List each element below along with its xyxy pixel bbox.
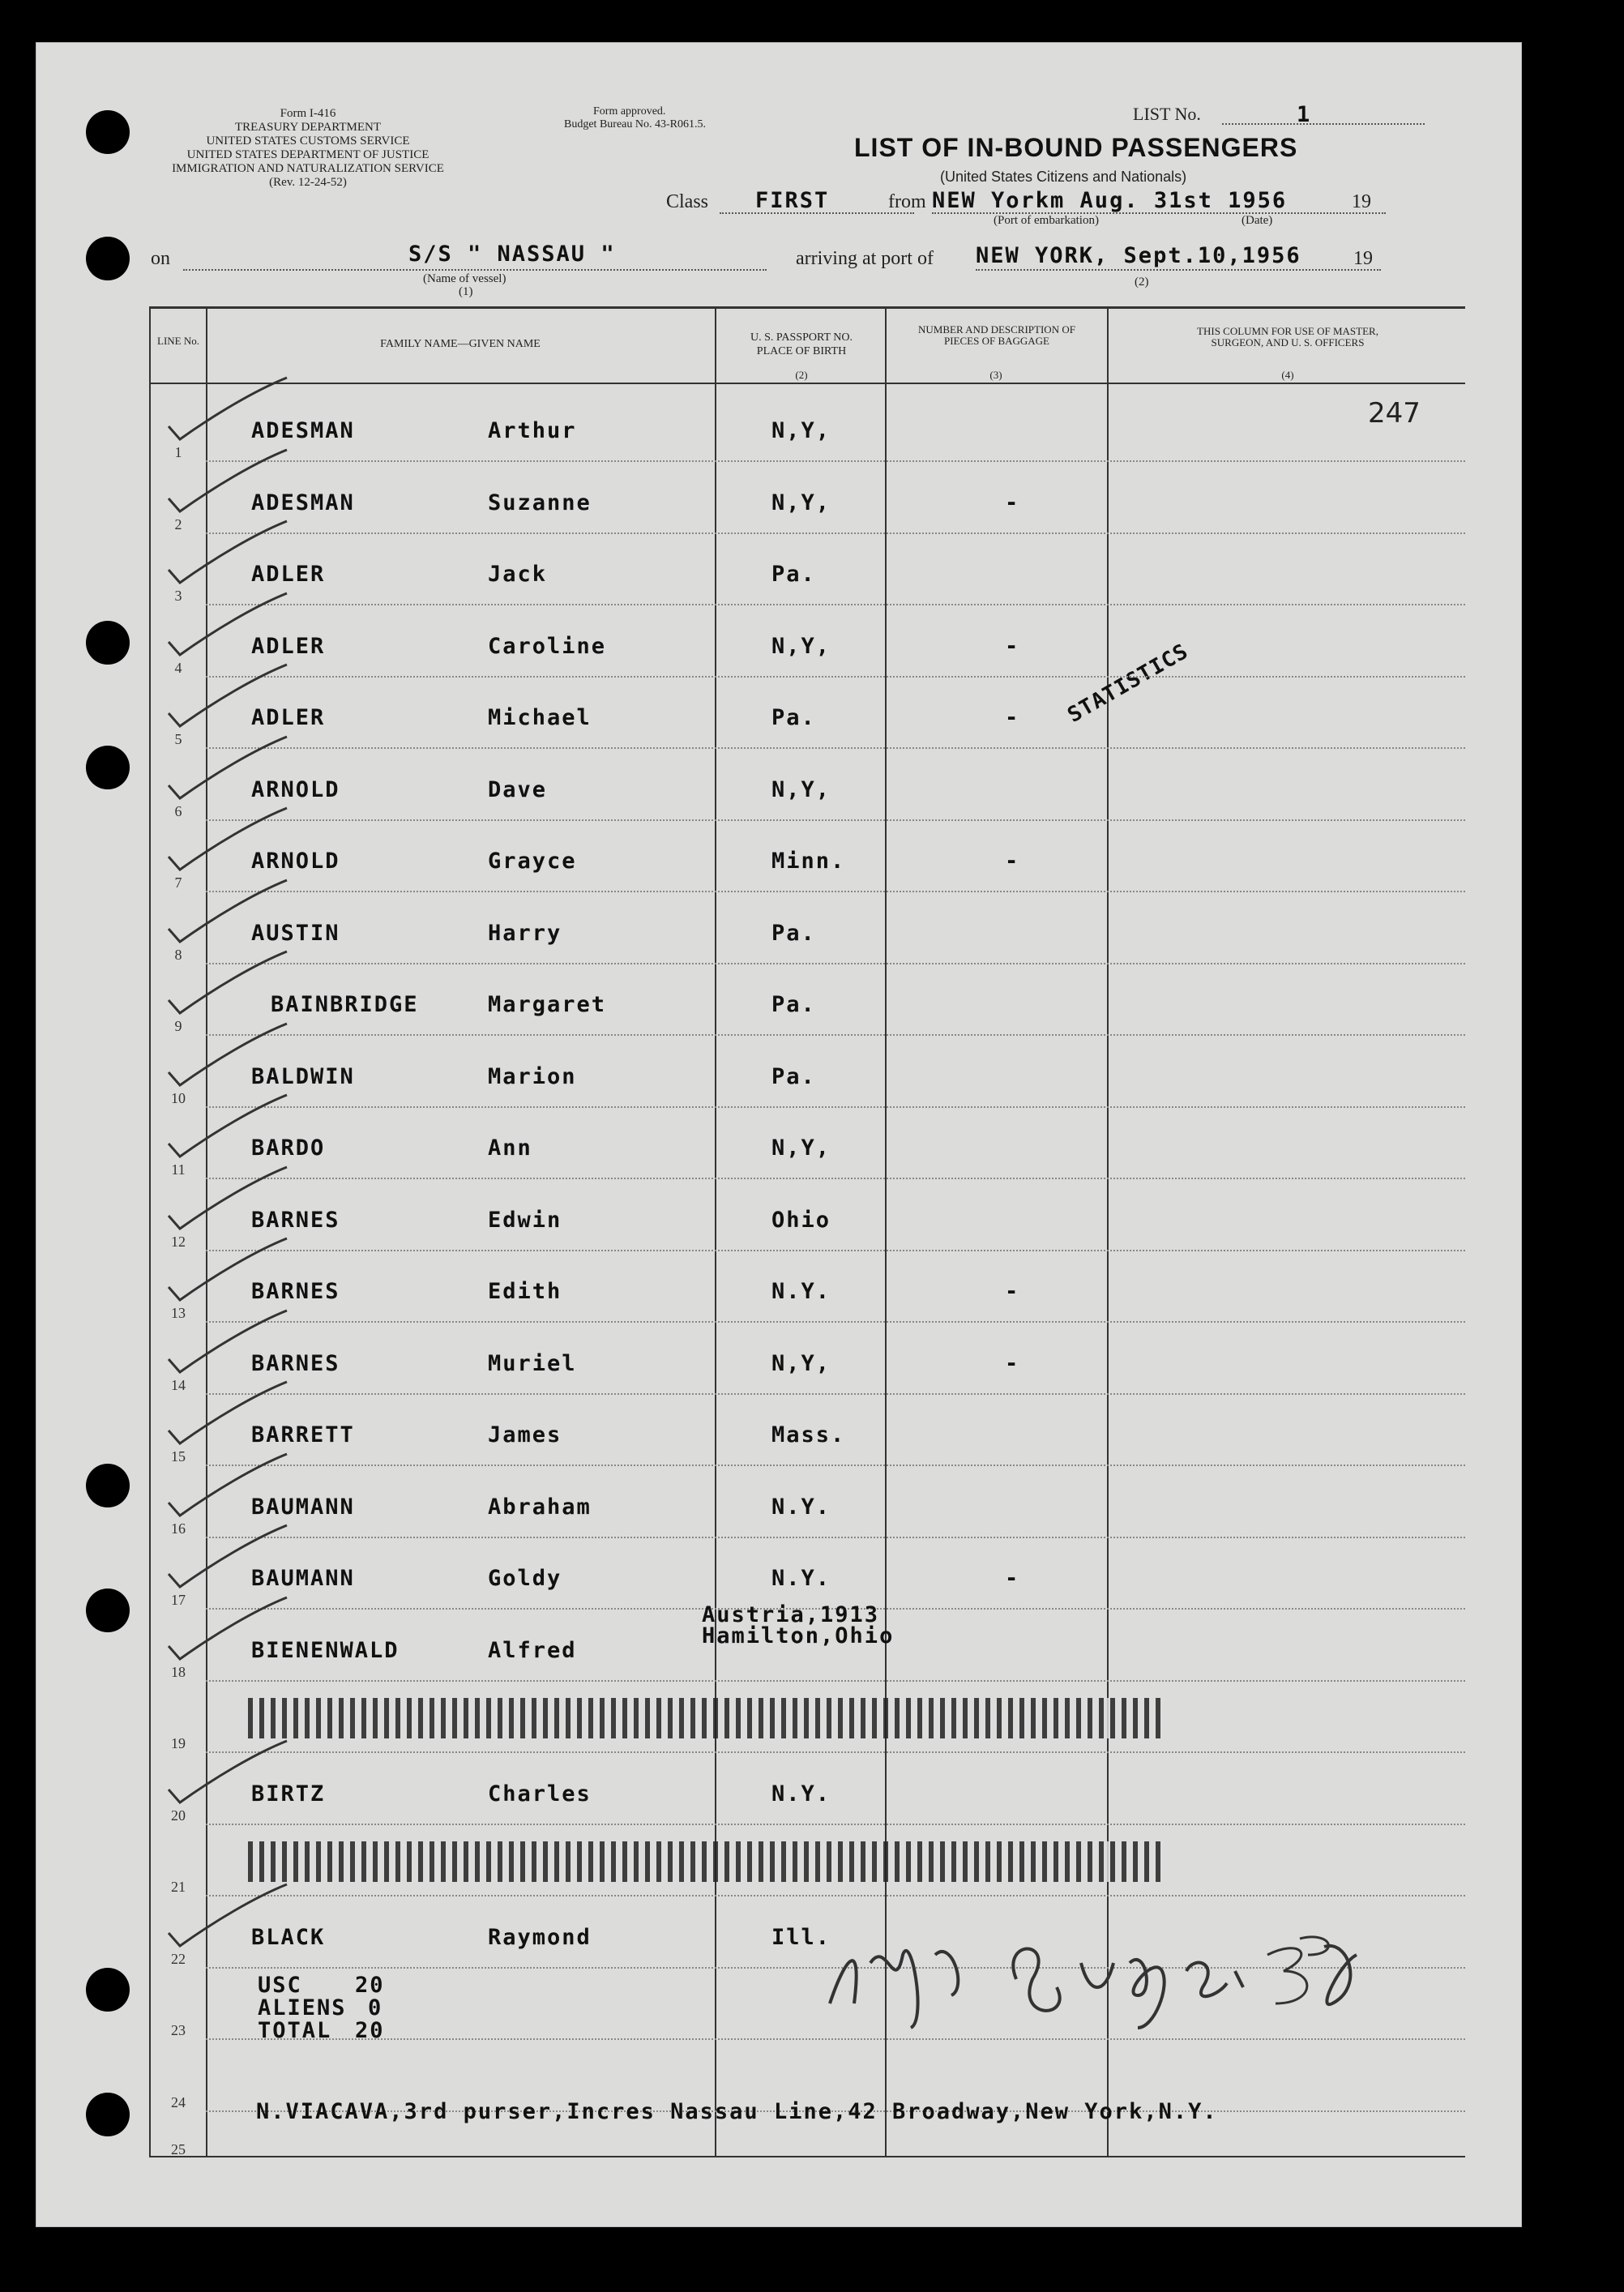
family-name: BARRETT xyxy=(251,1422,355,1447)
family-name: BAUMANN xyxy=(251,1494,355,1520)
line-number: 22 xyxy=(171,1950,186,1967)
year-suffix: 19 xyxy=(1352,191,1371,212)
punch-hole xyxy=(86,1968,130,2012)
line-number: 19 xyxy=(171,1735,186,1751)
place-of-birth: N.Y. xyxy=(771,1781,831,1807)
place-of-birth: N.Y. xyxy=(771,1279,831,1304)
line-number: 13 xyxy=(171,1305,186,1321)
aliens-label: ALIENS xyxy=(258,1995,347,2020)
line-number: 12 xyxy=(171,1233,186,1250)
purser-line: N.VIACAVA,3rd purser,Incres Nassau Line,42 Broadway,New York,N.Y. xyxy=(256,2099,1218,2124)
vessel-dots xyxy=(183,269,767,271)
given-name: Dave xyxy=(488,776,548,802)
family-name: BARNES xyxy=(251,1279,340,1304)
place-of-birth: Pa. xyxy=(771,562,816,587)
given-name: Suzanne xyxy=(488,490,592,515)
row-rule xyxy=(206,891,1465,892)
ins-service: IMMIGRATION AND NATURALIZATION SERVICE xyxy=(172,162,444,175)
family-name: ARNOLD xyxy=(251,776,340,802)
row-rule xyxy=(206,1751,1465,1753)
row-rule xyxy=(206,1034,1465,1036)
vessel-name: S/S " NASSAU " xyxy=(408,242,616,267)
family-name: BIENENWALD xyxy=(251,1637,400,1663)
given-name: Edwin xyxy=(488,1207,562,1233)
header-family-name: FAMILY NAME—GIVEN NAME xyxy=(380,338,541,350)
total-value: 20 xyxy=(355,2018,385,2043)
line-number: 3 xyxy=(174,588,182,604)
baggage-dash: - xyxy=(1005,1279,1020,1304)
revision: (Rev. 12-24-52) xyxy=(269,176,347,189)
given-name: Edith xyxy=(488,1279,562,1304)
place-of-birth: N,Y, xyxy=(771,1350,831,1376)
family-name: BIRTZ xyxy=(251,1781,326,1807)
row-rule xyxy=(206,676,1465,678)
line-number: 11 xyxy=(171,1161,186,1178)
family-name: BARNES xyxy=(251,1350,340,1376)
baggage-dash: - xyxy=(1005,633,1020,659)
budget-line: Budget Bureau No. 43-R061.5. xyxy=(564,118,706,130)
row-rule xyxy=(206,1393,1465,1395)
given-name: Marion xyxy=(488,1063,577,1089)
aliens-value: 0 xyxy=(368,1995,383,2020)
line-number: 23 xyxy=(171,2022,186,2038)
table-top-border xyxy=(149,306,1465,309)
row-rule xyxy=(206,604,1465,605)
year-suffix-2: 19 xyxy=(1353,248,1373,269)
line-number: 16 xyxy=(171,1520,186,1537)
row-rule xyxy=(206,1321,1465,1323)
place-of-birth: Mass. xyxy=(771,1422,846,1447)
given-name: Caroline xyxy=(488,633,607,659)
family-name: BALDWIN xyxy=(251,1063,355,1089)
row-rule xyxy=(206,747,1465,749)
arriving-caption-num: (2) xyxy=(1135,276,1149,289)
line-number: 17 xyxy=(171,1592,186,1608)
baggage-dash: - xyxy=(1005,705,1020,730)
line-number: 24 xyxy=(171,2093,186,2110)
class-value: FIRST xyxy=(755,188,830,213)
header-passport-num: (2) xyxy=(795,369,808,381)
row-rule xyxy=(206,1465,1465,1466)
line-number: 18 xyxy=(171,1663,186,1680)
customs-service: UNITED STATES CUSTOMS SERVICE xyxy=(206,135,410,148)
place-of-birth: N,Y, xyxy=(771,418,831,443)
place-of-birth: Pa. xyxy=(771,705,816,730)
place-of-birth: Austria,1913 xyxy=(702,1601,880,1627)
place-of-birth: N,Y, xyxy=(771,776,831,802)
row-rule xyxy=(206,963,1465,964)
port-caption: (Port of embarkation) xyxy=(994,214,1099,227)
given-name: Arthur xyxy=(488,418,577,443)
inspector-signature xyxy=(814,1906,1365,2052)
place-of-birth: Minn. xyxy=(771,849,846,874)
total-label: TOTAL xyxy=(258,2018,332,2043)
line-number: 14 xyxy=(171,1376,186,1393)
place-of-birth: N,Y, xyxy=(771,633,831,659)
place-of-birth: Pa. xyxy=(771,920,816,946)
given-name: Margaret xyxy=(488,992,607,1017)
line-number: 2 xyxy=(174,515,182,532)
place-of-birth-line2: Hamilton,Ohio xyxy=(702,1623,895,1648)
class-label: Class xyxy=(666,191,709,212)
row-rule xyxy=(206,1106,1465,1108)
given-name: James xyxy=(488,1422,562,1447)
given-name: Charles xyxy=(488,1781,592,1807)
place-of-birth: Pa. xyxy=(771,1063,816,1089)
given-name: Raymond xyxy=(488,1924,592,1950)
given-name: Abraham xyxy=(488,1494,592,1520)
family-name: ADESMAN xyxy=(251,490,355,515)
family-name: AUSTIN xyxy=(251,920,340,946)
totals-block xyxy=(258,1974,385,2042)
given-name: Ann xyxy=(488,1135,532,1161)
form-number: Form I-416 xyxy=(280,107,336,120)
given-name: Jack xyxy=(488,562,548,587)
line-number: 9 xyxy=(174,1018,182,1034)
struck-out-row xyxy=(248,1841,1164,1882)
usc-value: 20 xyxy=(355,1973,385,1998)
place-of-birth: N,Y, xyxy=(771,1135,831,1161)
place-of-birth: N,Y, xyxy=(771,490,831,515)
punch-hole xyxy=(86,2093,130,2136)
header-officers-num: (4) xyxy=(1281,369,1294,381)
line-number: 25 xyxy=(171,2141,186,2157)
list-no-label: LIST No. xyxy=(1133,104,1201,124)
line-number: 8 xyxy=(174,946,182,963)
baggage-dash: - xyxy=(1005,849,1020,874)
header-officers: THIS COLUMN FOR USE OF MASTER, SURGEON, AND U. S. OFFICERS xyxy=(1197,325,1378,349)
place-of-birth: Pa. xyxy=(771,992,816,1017)
punch-hole xyxy=(86,110,130,154)
treasury-dept: TREASURY DEPARTMENT xyxy=(234,121,382,134)
line-number: 10 xyxy=(171,1089,186,1106)
from-value: NEW Yorkm Aug. 31st 1956 xyxy=(932,188,1288,213)
place-of-birth: Ill. xyxy=(771,1924,831,1950)
row-rule xyxy=(206,819,1465,821)
table-bottom-border xyxy=(149,2156,1465,2157)
family-name: BARDO xyxy=(251,1135,326,1161)
row-rule xyxy=(206,1824,1465,1825)
header-baggage-num: (3) xyxy=(989,369,1002,381)
baggage-dash: - xyxy=(1005,1566,1020,1591)
header-bottom-border xyxy=(149,383,1465,384)
list-no-value: 1 xyxy=(1297,102,1312,127)
baggage-dash: - xyxy=(1005,1350,1020,1376)
line-number: 7 xyxy=(174,874,182,891)
family-name: ADLER xyxy=(251,633,326,659)
line-number: 21 xyxy=(171,1879,186,1895)
given-name: Muriel xyxy=(488,1350,577,1376)
header-baggage: NUMBER AND DESCRIPTION OF PIECES OF BAGGAGE xyxy=(918,323,1075,347)
form-page xyxy=(36,42,1522,2227)
arriving-label: arriving at port of xyxy=(796,248,934,269)
family-name: ADLER xyxy=(251,705,326,730)
row-rule xyxy=(206,460,1465,462)
form-agency-block xyxy=(146,107,470,190)
family-name: BAUMANN xyxy=(251,1566,355,1591)
place-of-birth: N.Y. xyxy=(771,1566,831,1591)
line-number: 6 xyxy=(174,802,182,819)
list-no-dots xyxy=(1222,123,1425,125)
row-rule xyxy=(206,532,1465,534)
row-rule xyxy=(206,1250,1465,1251)
page-mark: 247 xyxy=(1368,397,1421,430)
given-name: Harry xyxy=(488,920,562,946)
header-passport: U. S. PASSPORT NO. PLACE OF BIRTH xyxy=(750,331,853,357)
form-approval xyxy=(564,105,706,131)
family-name: BLACK xyxy=(251,1924,326,1950)
row-rule xyxy=(206,1895,1465,1896)
col-border-left xyxy=(149,306,151,2157)
row-rule xyxy=(206,1680,1465,1682)
line-number: 5 xyxy=(174,731,182,747)
on-label: on xyxy=(151,248,170,269)
form-subtitle: (United States Citizens and Nationals) xyxy=(940,169,1187,185)
punch-hole xyxy=(86,237,130,280)
baggage-dash: - xyxy=(1005,490,1020,515)
line-number: 4 xyxy=(174,659,182,676)
arriving-dots xyxy=(976,269,1381,271)
given-name: Alfred xyxy=(488,1637,577,1663)
line-number: 15 xyxy=(171,1448,186,1465)
form-title: LIST OF IN-BOUND PASSENGERS xyxy=(854,133,1298,162)
arriving-value: NEW YORK, Sept.10,1956 xyxy=(976,243,1301,268)
vessel-caption-num: (1) xyxy=(459,285,473,298)
approved-line: Form approved. xyxy=(593,105,666,118)
row-rule xyxy=(206,1178,1465,1179)
punch-hole xyxy=(86,621,130,665)
row-rule xyxy=(206,1537,1465,1538)
given-name: Grayce xyxy=(488,849,577,874)
place-of-birth: Ohio xyxy=(771,1207,831,1233)
family-name: BARNES xyxy=(251,1207,340,1233)
family-name: BAINBRIDGE xyxy=(271,992,419,1017)
place-of-birth: N.Y. xyxy=(771,1494,831,1520)
line-number: 20 xyxy=(171,1807,186,1824)
from-label: from xyxy=(888,191,926,212)
punch-hole xyxy=(86,1464,130,1507)
vessel-caption: (Name of vessel) xyxy=(423,272,506,285)
given-name: Michael xyxy=(488,705,592,730)
statistics-stamp: STATISTICS xyxy=(1063,639,1193,728)
header-line-no: LINE No. xyxy=(157,335,199,347)
struck-out-row xyxy=(248,1698,1164,1738)
usc-label: USC xyxy=(258,1973,302,1998)
given-name: Goldy xyxy=(488,1566,562,1591)
punch-hole xyxy=(86,1589,130,1632)
justice-dept: UNITED STATES DEPARTMENT OF JUSTICE xyxy=(186,148,430,161)
family-name: ARNOLD xyxy=(251,849,340,874)
family-name: ADESMAN xyxy=(251,418,355,443)
family-name: ADLER xyxy=(251,562,326,587)
date-caption: (Date) xyxy=(1242,214,1273,227)
punch-hole xyxy=(86,746,130,789)
line-number: 1 xyxy=(174,444,182,460)
